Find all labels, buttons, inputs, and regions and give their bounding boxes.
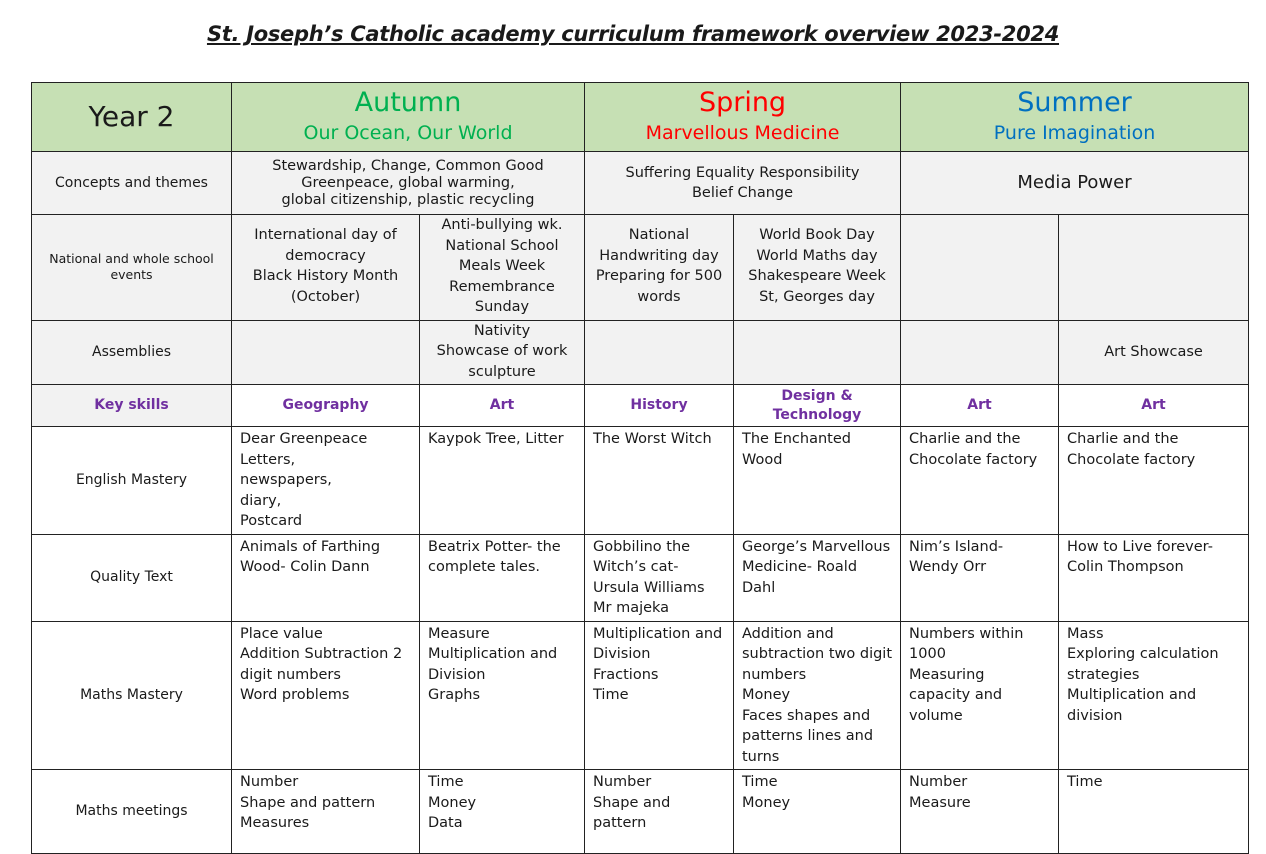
maths-row — [32, 621, 1249, 770]
assemblies-cell — [585, 320, 734, 385]
spring-header — [585, 83, 901, 152]
quality-text-cell: Beatrix Potter- the complete tales. — [420, 534, 585, 621]
maths-meetings-cell: Time Money — [734, 770, 901, 854]
spring-theme: Marvellous Medicine — [645, 122, 840, 144]
autumn-name: Autumn — [354, 87, 462, 118]
events-row — [32, 215, 1249, 321]
english-cell: The Enchanted Wood — [734, 427, 901, 535]
concepts-row — [32, 152, 1249, 215]
summer-name: Summer — [1017, 87, 1132, 118]
english-cell: Charlie and the Chocolate factory — [901, 427, 1059, 535]
assemblies-label: Assemblies — [32, 320, 232, 385]
maths-meetings-cell: Number Shape and pattern Measures — [232, 770, 420, 854]
events-cell: World Book Day World Maths day Shakespeare Week St, Georges day — [734, 215, 901, 321]
maths-meetings-cell: Time — [1059, 770, 1249, 854]
assemblies-cell — [734, 320, 901, 385]
quality-text-row — [32, 534, 1249, 621]
concepts-spring: Suffering Equality Responsibility Belief Change — [585, 152, 901, 215]
maths-cell: Numbers within 1000 Measuring capacity and volume — [901, 621, 1059, 770]
spring-name: Spring — [698, 87, 787, 118]
assemblies-cell — [232, 320, 420, 385]
maths-cell: Mass Exploring calculation strategies Multiplication and division — [1059, 621, 1249, 770]
maths-meetings-label: Maths meetings — [32, 770, 232, 854]
events-cell — [901, 215, 1059, 321]
key-skill-cell: History — [585, 385, 734, 427]
events-label: National and whole school events — [32, 215, 232, 321]
autumn-theme: Our Ocean, Our World — [303, 122, 513, 144]
concepts-summer: Media Power — [901, 152, 1249, 215]
concepts-label: Concepts and themes — [32, 152, 232, 215]
events-cell — [1059, 215, 1249, 321]
maths-cell: Addition and subtraction two digit numbers Money Faces shapes and patterns lines and turns — [734, 621, 901, 770]
maths-cell: Measure Multiplication and Division Graphs — [420, 621, 585, 770]
key-skill-cell: Art — [420, 385, 585, 427]
year-cell: Year 2 — [32, 83, 232, 152]
summer-theme: Pure Imagination — [993, 122, 1156, 144]
key-skills-label: Key skills — [32, 385, 232, 427]
maths-meetings-cell: Number Measure — [901, 770, 1059, 854]
quality-text-cell: Animals of Farthing Wood- Colin Dann — [232, 534, 420, 621]
english-row — [32, 427, 1249, 535]
autumn-header — [232, 83, 585, 152]
quality-text-cell: Nim’s Island- Wendy Orr — [901, 534, 1059, 621]
key-skill-cell: Design & Technology — [734, 385, 901, 427]
maths-meetings-row — [32, 770, 1249, 854]
english-cell: Charlie and the Chocolate factory — [1059, 427, 1249, 535]
key-skill-cell: Geography — [232, 385, 420, 427]
events-cell: International day of democracy Black History Month (October) — [232, 215, 420, 321]
maths-label: Maths Mastery — [32, 621, 232, 770]
english-cell: Kaypok Tree, Litter — [420, 427, 585, 535]
english-label: English Mastery — [32, 427, 232, 535]
key-skill-cell: Art — [901, 385, 1059, 427]
summer-header — [901, 83, 1249, 152]
title-text: St. Joseph’s Catholic academy curriculum framework overview 2023-2024 — [206, 22, 1060, 46]
quality-text-cell: How to Live forever- Colin Thompson — [1059, 534, 1249, 621]
header-row — [32, 83, 1249, 152]
events-cell: National Handwriting day Preparing for 500 words — [585, 215, 734, 321]
maths-cell: Multiplication and Division Fractions Time — [585, 621, 734, 770]
maths-cell: Place value Addition Subtraction 2 digit numbers Word problems — [232, 621, 420, 770]
assemblies-cell: Art Showcase — [1059, 320, 1249, 385]
english-cell: Dear Greenpeace Letters, newspapers, diary, Postcard — [232, 427, 420, 535]
assemblies-cell — [901, 320, 1059, 385]
maths-meetings-cell: Number Shape and pattern — [585, 770, 734, 854]
maths-meetings-cell: Time Money Data — [420, 770, 585, 854]
quality-text-cell: Gobbilino the Witch’s cat- Ursula Williams Mr majeka — [585, 534, 734, 621]
concepts-autumn: Stewardship, Change, Common Good Greenpeace, global warming, global citizenship, plastic recycling — [232, 152, 585, 215]
key-skill-cell: Art — [1059, 385, 1249, 427]
events-cell: Anti-bullying wk. National School Meals Week Remembrance Sunday — [420, 215, 585, 321]
key-skills-row — [32, 385, 1249, 427]
quality-text-label: Quality Text — [32, 534, 232, 621]
curriculum-table — [31, 82, 1249, 854]
assemblies-row — [32, 320, 1249, 385]
document-title — [0, 22, 1266, 46]
quality-text-cell: George’s Marvellous Medicine- Roald Dahl — [734, 534, 901, 621]
english-cell: The Worst Witch — [585, 427, 734, 535]
assemblies-cell: Nativity Showcase of work sculpture — [420, 320, 585, 385]
